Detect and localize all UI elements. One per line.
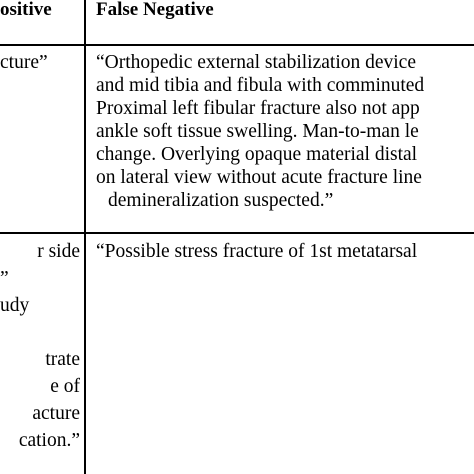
row2-left-cell [0, 238, 80, 454]
cell-line: change. Overlying opaque material distal [96, 144, 418, 165]
row2-right-cell [96, 240, 417, 263]
cell-line: ” [0, 268, 9, 289]
cell-line: r side [37, 241, 80, 262]
cell-line: demineralization suspected.” [108, 190, 334, 211]
header-false-negative: False Negative [96, 0, 214, 20]
cell-line: “Possible stress fracture of 1st metatarsal [96, 241, 418, 262]
cell-line: acture [32, 403, 80, 424]
column-divider [84, 0, 86, 474]
cell-line: and mid tibia and fibula with comminuted [96, 75, 425, 96]
row1-left-cell [0, 51, 48, 74]
cell-line: trate [45, 349, 80, 370]
cell-line: on lateral view without acute fracture line [96, 167, 422, 188]
cell-line: e of [50, 376, 80, 397]
cell-line: Proximal left fibular fracture also not app [96, 98, 420, 119]
cell-line: cation.” [18, 430, 80, 451]
cell-line: udy [0, 295, 30, 316]
header-left: ositive [0, 0, 52, 20]
header-divider [0, 44, 474, 46]
cell-line: “Orthopedic external stabilization device [96, 52, 416, 73]
row-divider [0, 232, 474, 234]
cell-line: cture” [0, 52, 48, 73]
row1-right-cell [96, 51, 424, 212]
cell-line [0, 319, 80, 346]
cell-line: ankle soft tissue swelling. Man-to-man le [96, 121, 419, 142]
